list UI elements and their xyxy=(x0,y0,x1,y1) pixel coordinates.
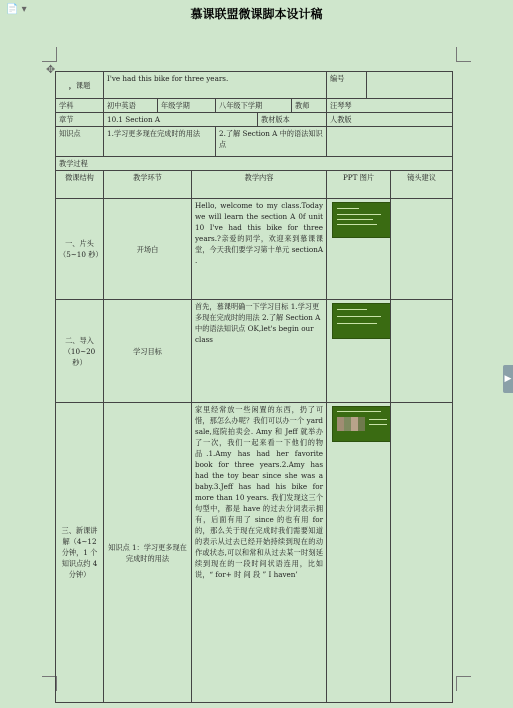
structure-cell[interactable]: 二、导入（10~20 秒） xyxy=(56,300,104,403)
script-design-table xyxy=(55,71,453,703)
ppt-cell[interactable] xyxy=(327,199,391,300)
number-value[interactable] xyxy=(367,72,453,99)
camera-cell[interactable] xyxy=(391,403,453,703)
knowledge-point-1[interactable]: 1.学习更多现在完成时的用法 xyxy=(104,127,216,157)
camera-cell[interactable] xyxy=(391,300,453,403)
grade-label: 年级学期 xyxy=(158,99,216,113)
table-move-handle-icon[interactable]: ✥ xyxy=(46,63,56,76)
knowledge-label: 知识点 xyxy=(56,127,104,157)
camera-cell[interactable] xyxy=(391,199,453,300)
table-row xyxy=(56,300,453,403)
margin-corner-mark xyxy=(456,47,471,62)
header-structure: 微课结构 xyxy=(56,171,104,199)
grade-value[interactable]: 八年级下学期 xyxy=(216,99,292,113)
ppt-thumbnail[interactable] xyxy=(332,303,391,339)
content-cell[interactable]: Hello, welcome to my class.Today we will learn the section A 0f unit 10 I've had this bike for three years.?亲爱的同学，欢迎来到慕课课堂，今天我们要学习第十单元 sectionA . xyxy=(192,199,327,300)
margin-corner-mark xyxy=(42,47,57,62)
topic-label: 课题 xyxy=(75,80,91,90)
table-row xyxy=(56,403,453,703)
structure-cell[interactable]: 三、新课讲解（4~12 分钟，1 个知识点约 4 分钟） xyxy=(56,403,104,703)
chapter-value[interactable]: 10.1 Section A xyxy=(104,113,258,127)
subject-label: 学科 xyxy=(56,99,104,113)
number-label: 编号 xyxy=(327,72,367,99)
ppt-cell[interactable] xyxy=(327,300,391,403)
header-ppt: PPT 图片 xyxy=(327,171,391,199)
margin-corner-mark xyxy=(456,676,471,691)
topic-value[interactable]: I've had this bike for three years. xyxy=(104,72,327,99)
teacher-value[interactable]: 汪琴琴 xyxy=(327,99,453,113)
step-cell[interactable]: 学习目标 xyxy=(104,300,192,403)
process-label: 教学过程 xyxy=(56,157,453,171)
edition-value[interactable]: 人教版 xyxy=(327,113,453,127)
topic-label-cell xyxy=(56,72,104,99)
page-title: 慕课联盟微课脚本设计稿 xyxy=(190,7,323,21)
ppt-cell[interactable] xyxy=(327,403,391,703)
ppt-thumbnail[interactable] xyxy=(332,406,391,442)
content-cell[interactable]: 首先，慕课明确一下学习目标 1.学习更多现在完成时的用法 2.了解 Section A 中的语法知识点 OK,let's begin our class xyxy=(192,300,327,403)
document-icon[interactable]: 📄 ▾ xyxy=(6,4,27,15)
side-panel-toggle-icon[interactable]: ▶ xyxy=(503,365,513,393)
knowledge-extra[interactable] xyxy=(327,127,453,157)
chapter-label: 章节 xyxy=(56,113,104,127)
ppt-thumbnail[interactable] xyxy=(332,202,391,238)
structure-cell[interactable]: 一、片头（5~10 秒） xyxy=(56,199,104,300)
edition-label: 教材版本 xyxy=(258,113,327,127)
content-cell[interactable]: 家里经常放一些闲置的东西，扔了可惜，那怎么办呢？我们可以办一个 yard sale,庭院拍卖会. Amy 和 Jeff 就举办了一次，我们一起来看一下他们的物品.1.Amy has had her favorite book for three years.2.Amy has had the toy bear since she was a baby.3.Jeff has had his bike for more than 10 years. 我们发现这三个句型中，都是 have 的过去分词表示拥有，后面有用了 since 的也有用 for 的，那么关于现在完成时我们需要知道的表示从过去已经开始持续到现在的动作或状态,可以和常和从过去某一时刻延续到现在的一段时间状语连用，比如说，“ for+ 时 间 段 ” I haven’ xyxy=(192,403,327,703)
header-camera: 镜头建议 xyxy=(391,171,453,199)
header-content: 教学内容 xyxy=(192,171,327,199)
step-cell[interactable]: 开场白 xyxy=(104,199,192,300)
teacher-label: 教师 xyxy=(292,99,327,113)
subject-value[interactable]: 初中英语 xyxy=(104,99,158,113)
table-row xyxy=(56,199,453,300)
topic-marker: ， xyxy=(68,80,76,90)
header-step: 教学环节 xyxy=(104,171,192,199)
knowledge-point-2[interactable]: 2.了解 Section A 中的语法知识点 xyxy=(216,127,327,157)
step-cell[interactable]: 知识点 1：学习更多现在完成时的用法 xyxy=(104,403,192,703)
